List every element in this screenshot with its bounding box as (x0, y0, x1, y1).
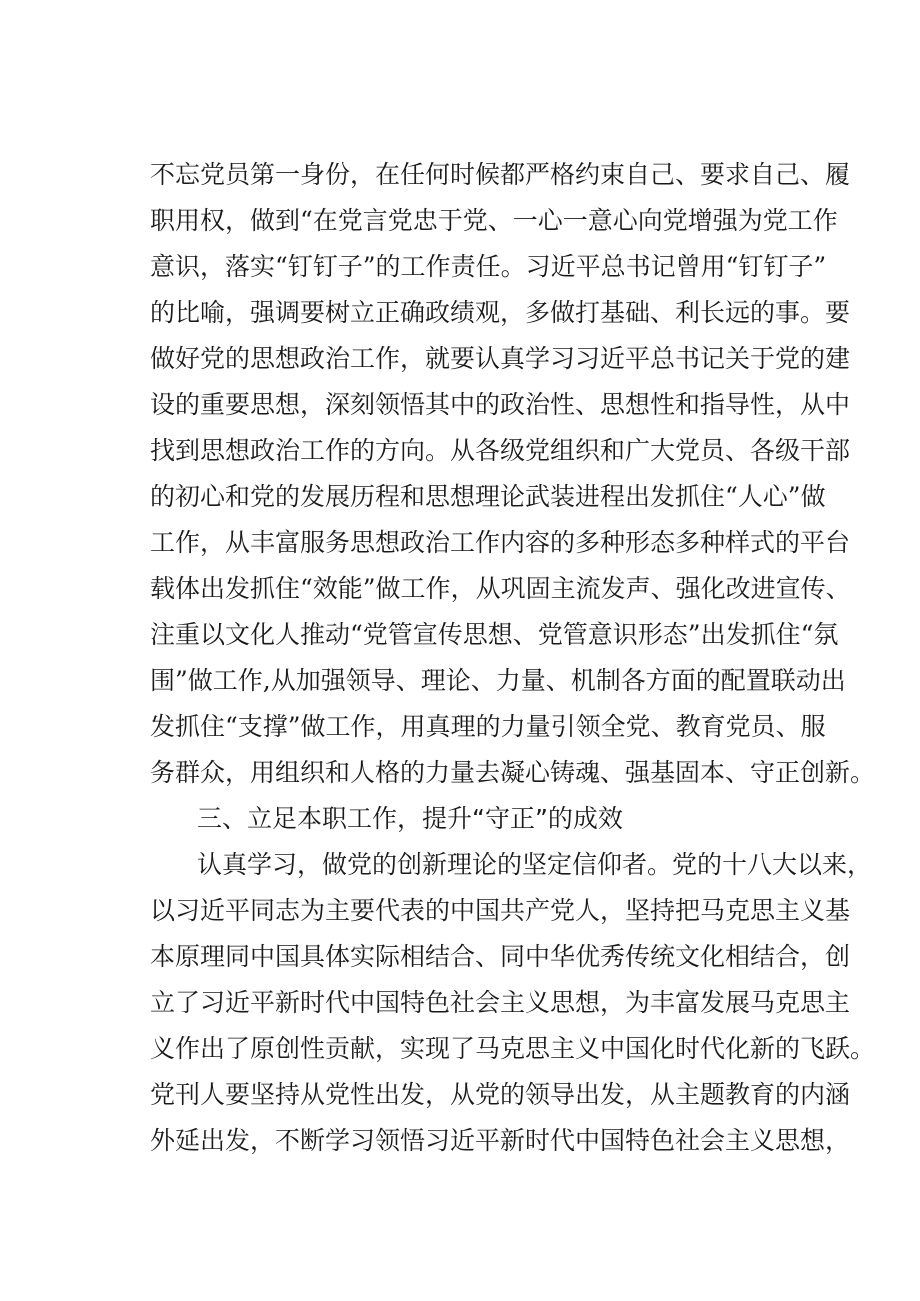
section-heading: 三、立足本职工作，提升“守正”的成效 (197, 804, 623, 833)
text-line: 工作，从丰富服务思想政治工作内容的多种形态多种样式的平台 (150, 528, 851, 557)
text-line: 发抓住“支撑”做工作，用真理的力量引领全党、教育党员、服 (150, 712, 826, 741)
text-line: 的比喻，强调要树立正确政绩观，多做打基础、利长远的事。要 (150, 298, 851, 327)
text-line: 做好党的思想政治工作，就要认真学习习近平总书记关于党的建 (150, 344, 851, 373)
paragraph-1 (150, 152, 876, 796)
text-line: 以习近平同志为主要代表的中国共产党人，坚持把马克思主义基 (150, 896, 851, 925)
text-line: 不忘党员第一身份，在任何时候都严格约束自己、要求自己、履 (150, 160, 851, 189)
text-line: 的初心和党的发展历程和思想理论武装进程出发抓住“人心”做 (150, 482, 826, 511)
text-line: 职用权，做到“在党言党忠于党、一心一意心向党增强为党工作 (150, 206, 838, 235)
text-line: 意识，落实“钉钉子”的工作责任。习近平总书记曾用“钉钉子” (150, 252, 827, 281)
text-line: 党刊人要坚持从党性出发，从党的领导出发，从主题教育的内涵 (150, 1080, 851, 1109)
text-line: 找到思想政治工作的方向。从各级党组织和广大党员、各级干部 (150, 436, 851, 465)
paragraph-2 (150, 842, 876, 1164)
text-line: 义作出了原创性贡献，实现了马克思主义中国化时代化新的飞跃。 (150, 1034, 876, 1063)
document-page (150, 152, 876, 1164)
text-line: 注重以文化人推动“党管宣传思想、党管意识形态”出发抓住“氛 (150, 620, 839, 649)
text-line: 载体出发抓住“效能”做工作，从巩固主流发声、强化改进宣传、 (150, 574, 851, 603)
text-line: 务群众，用组织和人格的力量去凝心铸魂、强基固本、守正创新。 (150, 758, 876, 787)
text-line: 认真学习，做党的创新理论的坚定信仰者。党的十八大以来， (197, 850, 873, 879)
text-line: 立了习近平新时代中国特色社会主义思想，为丰富发展马克思主 (150, 988, 851, 1017)
text-line: 外延出发，不断学习领悟习近平新时代中国特色社会主义思想， (150, 1126, 851, 1155)
text-line: 围”做工作,从加强领导、理论、力量、机制各方面的配置联动出 (150, 666, 846, 695)
text-line: 设的重要思想，深刻领悟其中的政治性、思想性和指导性，从中 (150, 390, 851, 419)
text-line: 本原理同中国具体实际相结合、同中华优秀传统文化相结合，创 (150, 942, 851, 971)
